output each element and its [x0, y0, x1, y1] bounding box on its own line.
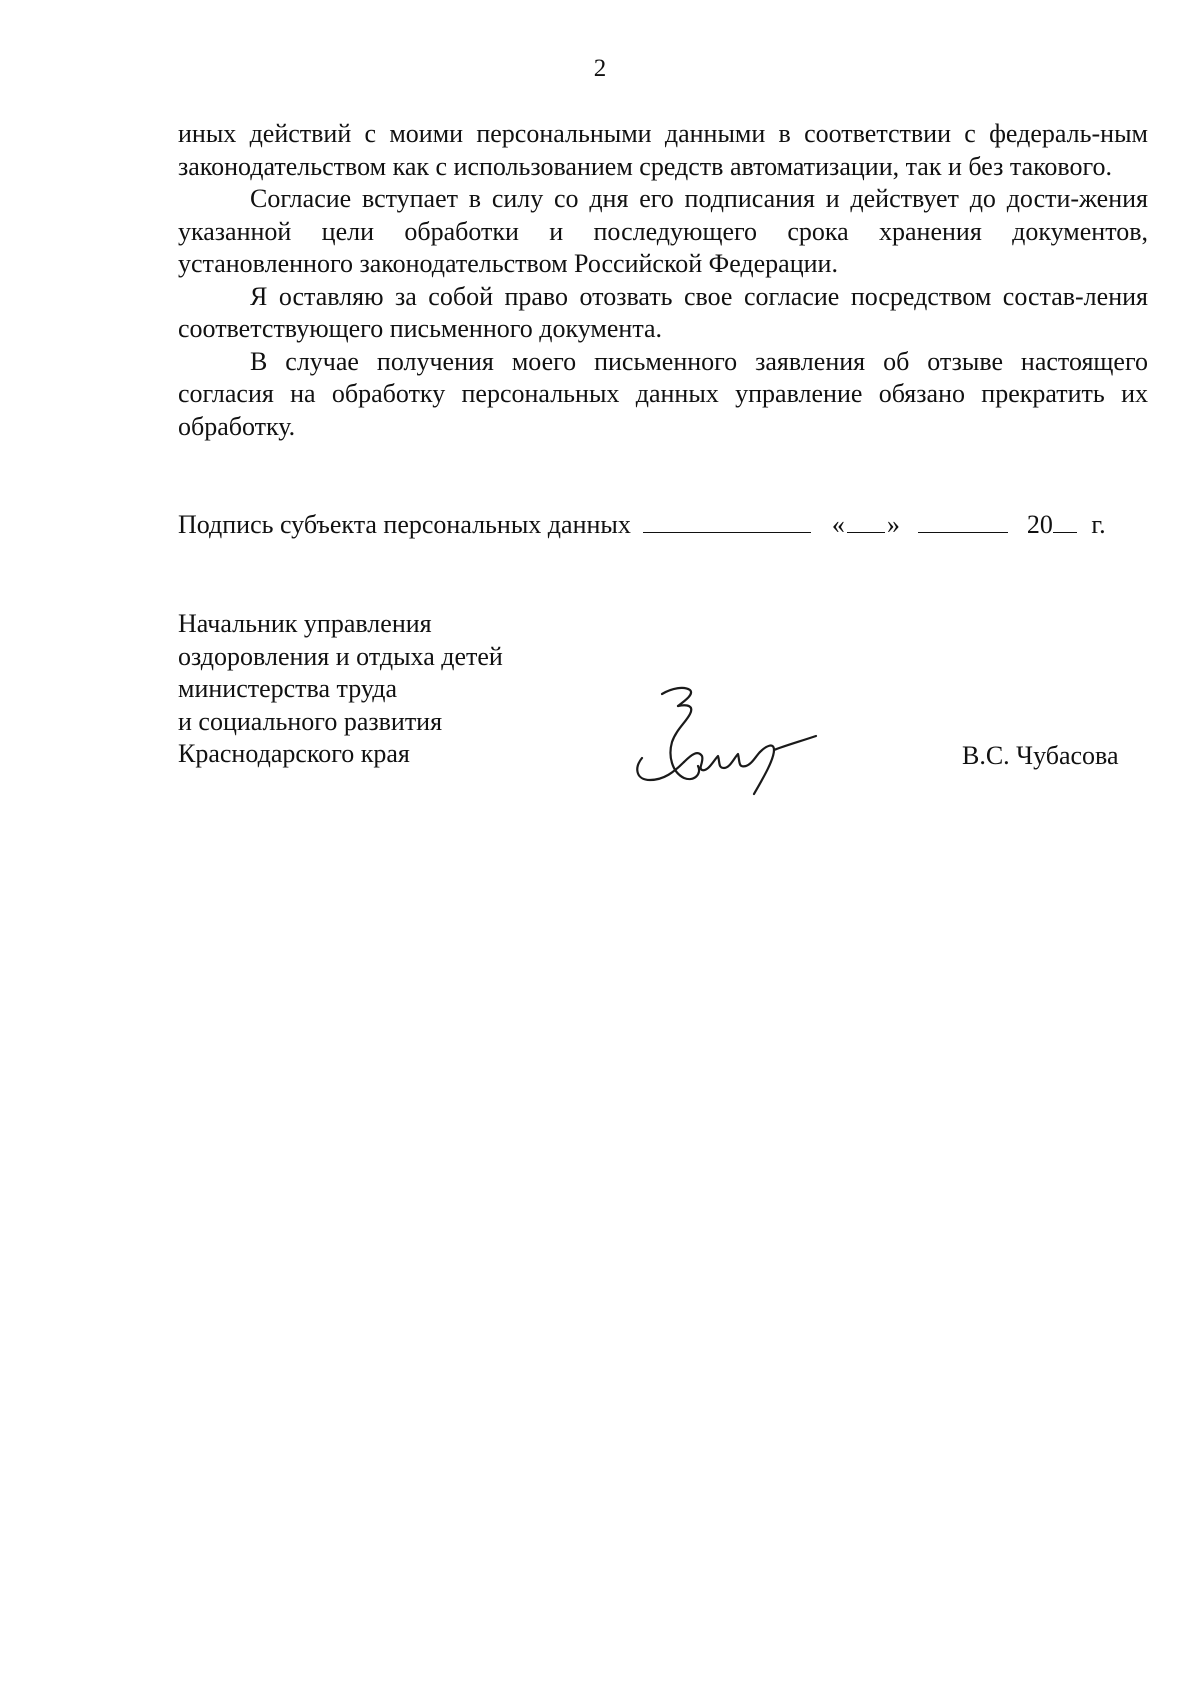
paragraph-withdrawal-obligation: В случае получения моего письменного заявления об отзыве настоящего согласия на обработку персональных данных управление обязано прекратить их обработку. — [178, 346, 1148, 441]
month-blank — [918, 508, 1008, 533]
close-quote: » — [886, 510, 900, 539]
signature-blank — [643, 508, 811, 533]
paragraph-right-to-withdraw: Я оставляю за собой право отозвать свое согласие посредством состав-ления соответствующего письменного документа. — [178, 281, 1148, 343]
day-blank — [847, 508, 885, 533]
year-suffix: г. — [1091, 510, 1106, 539]
official-title-line: оздоровления и отдыха детей — [178, 641, 503, 671]
signer-name: В.С. Чубасова — [962, 741, 1119, 770]
paragraph-consent-validity: Согласие вступает в силу со дня его подписания и действует до дости-жения указанной цели обработки и последующего срока хранения документов, установленного законодательством Российской Федерации. — [178, 184, 1148, 278]
handwritten-signature — [628, 676, 838, 796]
official-title-block — [178, 608, 503, 771]
page-number: 2 — [593, 55, 607, 82]
official-title-line: Краснодарского края — [178, 739, 410, 768]
subject-signature-line — [178, 508, 1158, 541]
official-title-line: Начальник управления — [178, 609, 432, 638]
year-prefix: 20 — [1026, 510, 1053, 539]
signature-label: Подпись субъекта персональных данных — [178, 510, 631, 539]
year-blank — [1053, 508, 1077, 533]
official-title-line: министерства труда — [178, 674, 397, 703]
document-body — [178, 118, 1148, 443]
open-quote: « — [831, 510, 845, 539]
official-title-line: и социального развития — [178, 706, 443, 736]
paragraph-continuation: иных действий с моими персональными данными в соответствии с федераль-ным законодательством как с использованием средств автоматизации, так и без такового. — [178, 119, 1148, 181]
